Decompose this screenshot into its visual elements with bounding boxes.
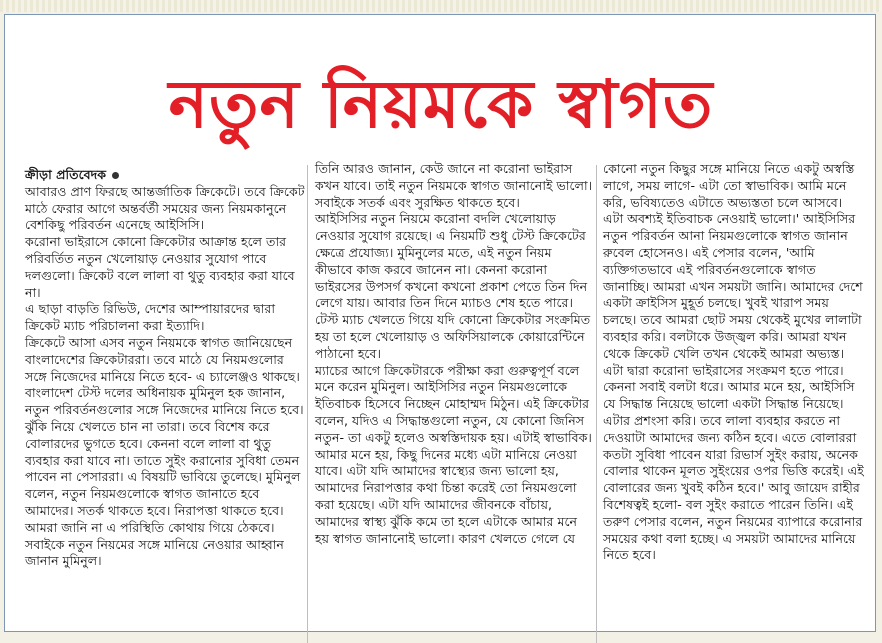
paragraph: আবারও প্রাণ ফিরছে আন্তর্জাতিক ক্রিকেটে। তবে ক্রিকেট মাঠে ফেরার আগে অন্তর্বর্তী সময়ের জন্য নিয়মকানুনে বেশকিছু পরিবর্তন এনেছে আইসিসি।: [25, 183, 305, 233]
paragraph: এ ছাড়া বাড়তি রিভিউ, দেশের আম্পায়ারদের দ্বারা ক্রিকেট ম্যাচ পরিচালনা করা ইত্যাদি।: [25, 301, 275, 334]
article-column-3: [603, 161, 865, 564]
byline-bullet-icon: [112, 172, 119, 179]
paragraph: ম্যাচের আগে ক্রিকেটারকে পরীক্ষা করা গুরুত্বপূর্ণ বলে মনে করেন মুমিনুল। আইসিসির নতুন নিয়মগুলোকে ইতিবাচক হিসেবে নিচ্ছেন মোহাম্মদ মিঠুন। এই ক্রিকেটার বলেন, যদিও এ সিদ্ধান্তগুলো নতুন, যে কোনো জিনিস নতুন- তা একটু হলেও অস্বস্তিদায়ক হয়। এটাই স্বাভাবিক। আমার মনে হয়, কিছু দিনের মধ্যে এটা মানিয়ে নেওয়া যাবে। এটা যদি আমাদের স্বাস্থ্যের জন্য ভালো হয়, আমাদের নিরাপত্তার কথা চিন্তা করেই তো নিয়মগুলো করা হয়েছে। এটা যদি আমাদের জীবনকে বাঁচায়, আমাদের স্বাস্থ্য ঝুঁকি কমে তা হলে এটাকে আমার মনে হয় স্বাগত জানানোই ভালো। কারণ খেলতে গেলে যে: [315, 362, 592, 546]
paragraph: কোনো নতুন কিছুর সঙ্গে মানিয়ে নিতে একটু অস্বস্তি লাগে, সময় লাগে- এটা তো স্বাভাবিক। আমি মনে করি, ভবিষ্যতেও এটাতে অভ্যস্ততা চলে আসবে। এটা অবশ্যই ইতিবাচক নেওয়াই ভালো।' আইসিসির নতুন পরিবর্তন আনা নিয়মগুলোকে স্বাগত জানান রুবেল হোসেনও। এই পেসার বলেন, 'আমি ব্যক্তিগতভাবে এই পরিবর্তনগুলোকে স্বাগত জানাচ্ছি। আমরা এখন সময়টা জানি। আমাদের দেশে একটা ক্রাইসিস মুহূর্ত চলছে। খুবই খারাপ সময় চলছে। তবে আমরা ছোট সময় থেকেই মুখের লালাটা ব্যবহার করি। বলটাকে উজ্জ্বল করি। আমরা যখন থেকে ক্রিকেট খেলি তখন থেকেই আমরা অভ্যস্ত। এটা দ্বারা করোনা ভাইরাসের সংক্রমণ হতে পারে। কেননা সবাই বলটা ধরে। আমার মনে হয়, আইসিসি যে সিদ্ধান্ত নিয়েছে ভালো একটা সিদ্ধান্ত নিয়েছে। এটার প্রশংসা করি। তবে লালা ব্যবহার করতে না দেওয়াটা আমাদের জন্য কঠিন হবে। এতে বোলাররা কতটা সুবিধা পাবেন যারা রিভার্স সুইং করায়, অনেক বোলার থাকেন মূলত সুইংয়ের ওপর ভিত্তি করেই। এই বোলারের জন্য খুবই কঠিন হবে।' আবু জায়েদ রাহীর বিশেষত্বই হলো- বল সুইং করাতে পারেন তিনি। এই তরুণ পেসার বলেন, নতুন নিয়মের ব্যাপারে করোনার সময়ের কথা বলা হচ্ছে। এ সময়টা আমাদের মানিয়ে নিতে হবে।: [603, 161, 864, 563]
paragraph: ক্রিকেটে আসা এসব নতুন নিয়মকে স্বাগত জানিয়েছেন বাংলাদেশের ক্রিকেটাররা। তবে মাঠে যে নিয়মগুলোর সঙ্গে নিজেদের মানিয়ে নিতে হবে- এ চ্যালেঞ্জও থাকছে। বাংলাদেশ টেস্ট দলের অধিনায়ক মুমিনুল হক জানান, নতুন পরিবর্তনগুলোর সঙ্গে নিজেদের মানিয়ে নিতে হবে। ঝুঁকি নিয়ে খেলতে চান না তারা। তবে বিশেষ করে বোলারদের ভুগতে হবে। কেননা বলে লালা বা থুতু ব্যবহার করা যাবে না। তাতে সুইং করানোর সুবিধা তেমন পাবেন না পেসাররা। এ বিষয়টি ভাবিয়ে তুলেছে। মুমিনুল বলেন, নতুন নিয়মগুলোকে স্বাগত জানাতে হবে আমাদের। সতর্ক থাকতে হবে। নিরাপত্তা থাকতে হবে। আমরা জানি না এ পরিস্থিতি কোথায় গিয়ে ঠেকবে। সবাইকে নতুন নিয়মের সঙ্গে মানিয়ে নেওয়ার আহ্বান জানান মুমিনুল।: [25, 334, 304, 569]
paragraph: করোনা ভাইরাসে কোনো ক্রিকেটার আক্রান্ত হলে তার পরিবর্তিত নতুন খেলোয়াড় নেওয়ার সুযোগ পাবে দলগুলো। ক্রিকেট বলে লালা বা থুতু ব্যবহার করা যাবে না।: [25, 234, 295, 300]
column-divider: [307, 165, 308, 643]
newspaper-clipping: [4, 14, 876, 632]
article-column-1: [25, 167, 305, 570]
column-divider: [596, 165, 597, 643]
byline-text: ক্রীড়া প্রতিবেদক: [25, 167, 107, 182]
headline: নতুন নিয়মকে স্বাগত: [168, 66, 714, 143]
byline: [25, 167, 305, 184]
article-column-2: [315, 161, 593, 547]
paragraph: তিনি আরও জানান, কেউ জানে না করোনা ভাইরাস কখন যাবে। তাই নতুন নিয়মকে স্বাগত জানানোই ভালো। সবাইকে সতর্ক এবং সুরক্ষিত থাকতে হবে।: [315, 161, 593, 210]
page-top-band: [0, 0, 882, 12]
paragraph: আইসিসির নতুন নিয়মে করোনা বদলি খেলোয়াড় নেওয়ার সুযোগ রয়েছে। এ নিয়মটি শুধু টেস্ট ক্রিকেটের ক্ষেত্রে প্রযোজ্য। মুমিনুলের মতে, এই নতুন নিয়ম কীভাবে কাজ করবে জানেন না। কেননা করোনা ভাইরসের উপসর্গ কখনো কখনো প্রকাশ পেতে তিন দিন লেগে যায়। আবার তিন দিনে ম্যাচও শেষ হতে পারে। টেস্ট ম্যাচ খেলতে গিয়ে যদি কোনো ক্রিকেটার সংক্রমিত হয় তা হলে খেলোয়াড় ও অফিসিয়ালকে কোয়ারেন্টিনে পাঠানো হবে।: [315, 211, 591, 361]
